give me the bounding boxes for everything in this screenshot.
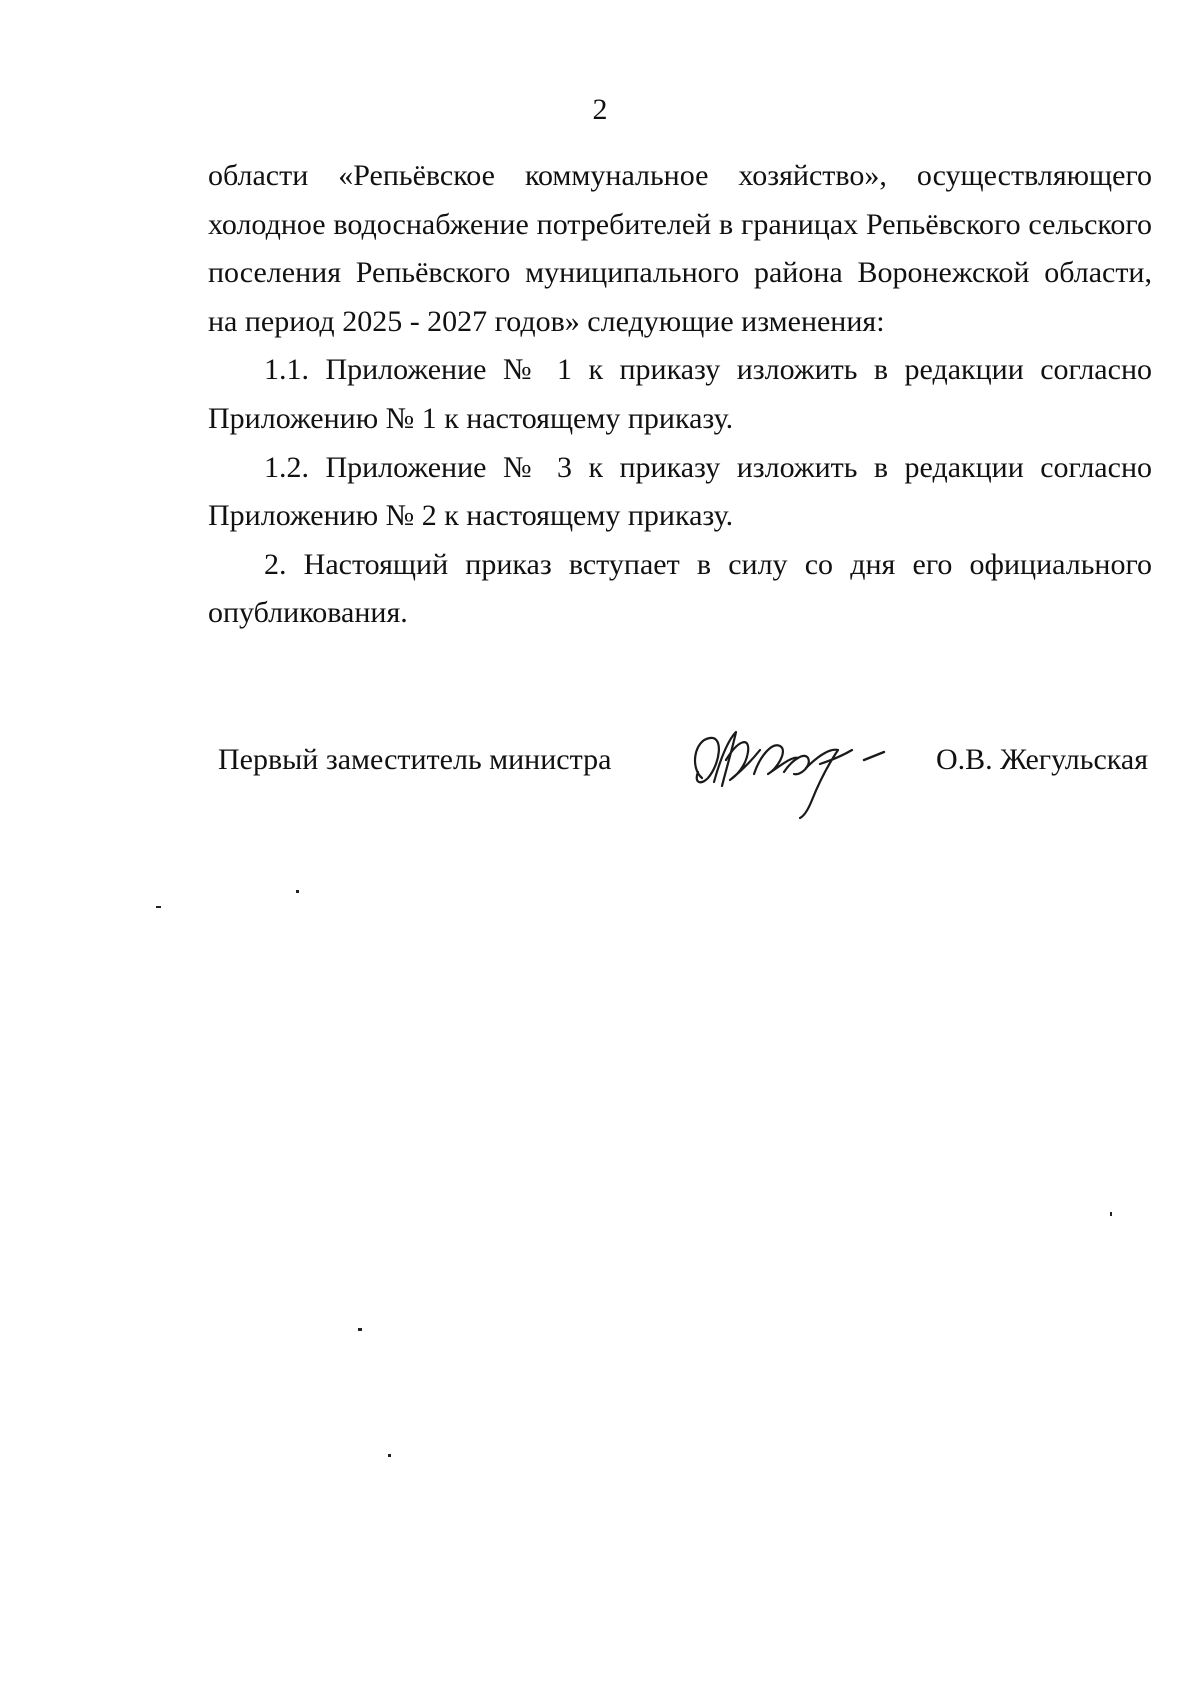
scan-speck bbox=[358, 1328, 362, 1331]
scan-speck bbox=[156, 906, 161, 908]
paragraph-item-1-1: 1.1. Приложение № 1 к приказу изложить в редакции согласно Приложению № 1 к настоящему приказу. bbox=[208, 353, 1152, 435]
page-number: 2 bbox=[592, 93, 608, 126]
scan-speck bbox=[296, 890, 299, 893]
document-body bbox=[208, 152, 1152, 638]
scan-speck bbox=[1110, 1212, 1112, 1216]
scan-speck bbox=[388, 1454, 391, 1457]
paragraph-continuation: области «Репьёвское коммунальное хозяйство», осуществляющего холодное водоснабжение потребителей в границах Репьёвского сельского поселения Репьёвского муниципального района Воронежской области, на период 2025 - 2027 годов» следующие изменения: bbox=[208, 159, 1152, 338]
signatory-position: Первый заместитель министра bbox=[218, 743, 612, 776]
handwritten-signature bbox=[680, 720, 890, 820]
paragraph-item-1-2: 1.2. Приложение № 3 к приказу изложить в редакции согласно Приложению № 2 к настоящему приказу. bbox=[208, 450, 1152, 533]
signature-block bbox=[218, 726, 1148, 836]
signatory-name: О.В. Жегульская bbox=[935, 743, 1148, 776]
paragraph-item-2: 2. Настоящий приказ вступает в силу со дня его официального опубликования. bbox=[208, 547, 1152, 630]
